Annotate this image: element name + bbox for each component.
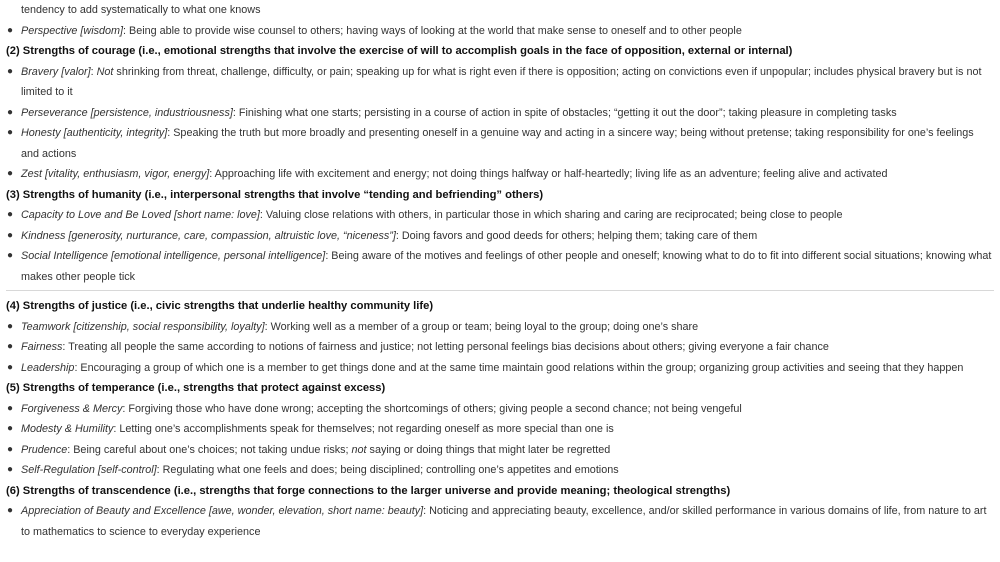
strength-name: Perseverance [persistence, industriousness] bbox=[21, 106, 233, 119]
section-heading: (5) Strengths of temperance (i.e., strengths that protect against excess) bbox=[6, 382, 386, 395]
strength-description: : Approaching life with excitement and energy; not doing things halfway or half-heartedly; living life as an adventure; feeling alive and activated bbox=[209, 168, 888, 181]
list-item bbox=[6, 501, 994, 542]
strength-description: not bbox=[351, 443, 367, 456]
bullet-icon: ● bbox=[7, 65, 14, 77]
strength-name: Social Intelligence [emotional intelligence, personal intelligence] bbox=[21, 250, 326, 263]
strength-description: : Regulating what one feels and does; being disciplined; controlling one’s appetites and emotions bbox=[156, 464, 619, 477]
bullet-icon: ● bbox=[7, 505, 14, 517]
list-item bbox=[6, 440, 994, 461]
divider bbox=[6, 290, 994, 291]
strength-description: : bbox=[90, 65, 97, 78]
list-item bbox=[6, 205, 994, 226]
list-item bbox=[6, 246, 994, 287]
bullet-icon: ● bbox=[7, 168, 14, 180]
intro-fragment: tendency to add systematically to what one knows bbox=[21, 4, 261, 16]
list-item bbox=[6, 164, 994, 185]
bullet-icon: ● bbox=[7, 320, 14, 332]
list-item bbox=[6, 419, 994, 440]
list-item bbox=[6, 399, 994, 420]
strength-name: Capacity to Love and Be Loved [short name: love] bbox=[21, 209, 260, 222]
strength-description: : Encouraging a group of which one is a member to get things done and at the same time maintain good relations within the group; organizing group activities and seeing that they happen bbox=[74, 361, 964, 374]
bullet-icon: ● bbox=[7, 127, 14, 139]
strength-name: Modesty & Humility bbox=[21, 423, 114, 436]
strength-name: Teamwork [citizenship, social responsibility, loyalty] bbox=[21, 320, 265, 333]
bullet-icon: ● bbox=[7, 423, 14, 435]
strengths-list bbox=[6, 21, 994, 543]
bullet-icon: ● bbox=[7, 341, 14, 353]
strength-name: Bravery [valor] bbox=[21, 65, 91, 78]
section-heading: (3) Strengths of humanity (i.e., interpersonal strengths that involve “tending and befriending” others) bbox=[6, 188, 544, 201]
strength-description: : Working well as a member of a group or team; being loyal to the group; doing one’s share bbox=[264, 320, 699, 333]
bullet-icon: ● bbox=[7, 106, 14, 118]
list-item bbox=[6, 317, 994, 338]
strength-description: : Doing favors and good deeds for others; helping them; taking care of them bbox=[395, 229, 758, 242]
bullet-icon: ● bbox=[7, 402, 14, 414]
strength-description: : Speaking the truth but more broadly and presenting oneself in a genuine way and acting in a sincere way; being without pretense; taking responsibility for one’s feelings and actions bbox=[21, 127, 974, 160]
bullet-icon: ● bbox=[7, 229, 14, 241]
section-heading: (6) Strengths of transcendence (i.e., strengths that forge connections to the larger universe and provide meaning; theological strengths) bbox=[6, 484, 731, 497]
list-item bbox=[6, 358, 994, 379]
strength-name: Appreciation of Beauty and Excellence [awe, wonder, elevation, short name: beauty] bbox=[21, 505, 424, 518]
strength-description: : Noticing and appreciating beauty, excellence, and/or skilled performance in various domains of life, from nature to art to mathematics to science to everyday experience bbox=[21, 505, 987, 538]
bullet-icon: ● bbox=[7, 464, 14, 476]
strength-name: Forgiveness & Mercy bbox=[21, 402, 123, 415]
bullet-icon: ● bbox=[7, 250, 14, 262]
bullet-icon: ● bbox=[7, 209, 14, 221]
list-item bbox=[6, 21, 994, 42]
strength-description: : Letting one’s accomplishments speak for themselves; not regarding oneself as more special than one is bbox=[113, 423, 614, 436]
section-heading: (2) Strengths of courage (i.e., emotional strengths that involve the exercise of will to accomplish goals in the face of opposition, external or internal) bbox=[6, 45, 793, 57]
strength-description: Not bbox=[96, 65, 114, 78]
strength-description: : Forgiving those who have done wrong; accepting the shortcomings of others; giving people a second chance; not being vengeful bbox=[122, 402, 742, 415]
strength-description: : Finishing what one starts; persisting in a course of action in spite of obstacles; “getting it out the door”; taking pleasure in completing tasks bbox=[232, 106, 897, 119]
strength-name: Leadership bbox=[21, 361, 75, 374]
strength-description: : Being aware of the motives and feelings of other people and oneself; knowing what to do to fit into different social situations; knowing what makes other people tick bbox=[21, 250, 992, 283]
list-item bbox=[6, 226, 994, 247]
strength-name: Honesty [authenticity, integrity] bbox=[21, 127, 168, 140]
list-item bbox=[6, 337, 994, 358]
list-item bbox=[6, 123, 994, 164]
strength-description: : Being careful about one’s choices; not taking undue risks; bbox=[67, 443, 352, 456]
strength-description: : Being able to provide wise counsel to others; having ways of looking at the world that make sense to oneself and to other people bbox=[123, 24, 742, 37]
strength-name: Self-Regulation [self-control] bbox=[21, 464, 157, 477]
list-item bbox=[6, 62, 994, 103]
bullet-icon: ● bbox=[7, 361, 14, 373]
strength-description: : Valuing close relations with others, in particular those in which sharing and caring are reciprocated; being close to people bbox=[259, 209, 843, 222]
list-item bbox=[6, 103, 994, 124]
bullet-icon: ● bbox=[7, 24, 14, 36]
strength-name: Prudence bbox=[21, 443, 68, 456]
strength-description: : Treating all people the same according to notions of fairness and justice; not letting personal feelings bias decisions about others; giving everyone a fair chance bbox=[62, 341, 829, 354]
section-heading: (4) Strengths of justice (i.e., civic strengths that underlie healthy community life) bbox=[6, 300, 434, 313]
strength-name: Fairness bbox=[21, 341, 63, 354]
strength-description: shrinking from threat, challenge, difficulty, or pain; speaking up for what is right even if there is opposition; acting on convictions even if unpopular; includes physical bravery but is not limited to it bbox=[21, 65, 982, 99]
strength-name: Zest [vitality, enthusiasm, vigor, energy] bbox=[21, 168, 210, 181]
strength-description: saying or doing things that might later be regretted bbox=[366, 443, 611, 456]
strength-name: Kindness [generosity, nurturance, care, compassion, altruistic love, “niceness”] bbox=[21, 229, 396, 242]
list-item bbox=[6, 460, 994, 481]
bullet-icon: ● bbox=[7, 443, 14, 455]
strength-name: Perspective [wisdom] bbox=[21, 24, 124, 37]
